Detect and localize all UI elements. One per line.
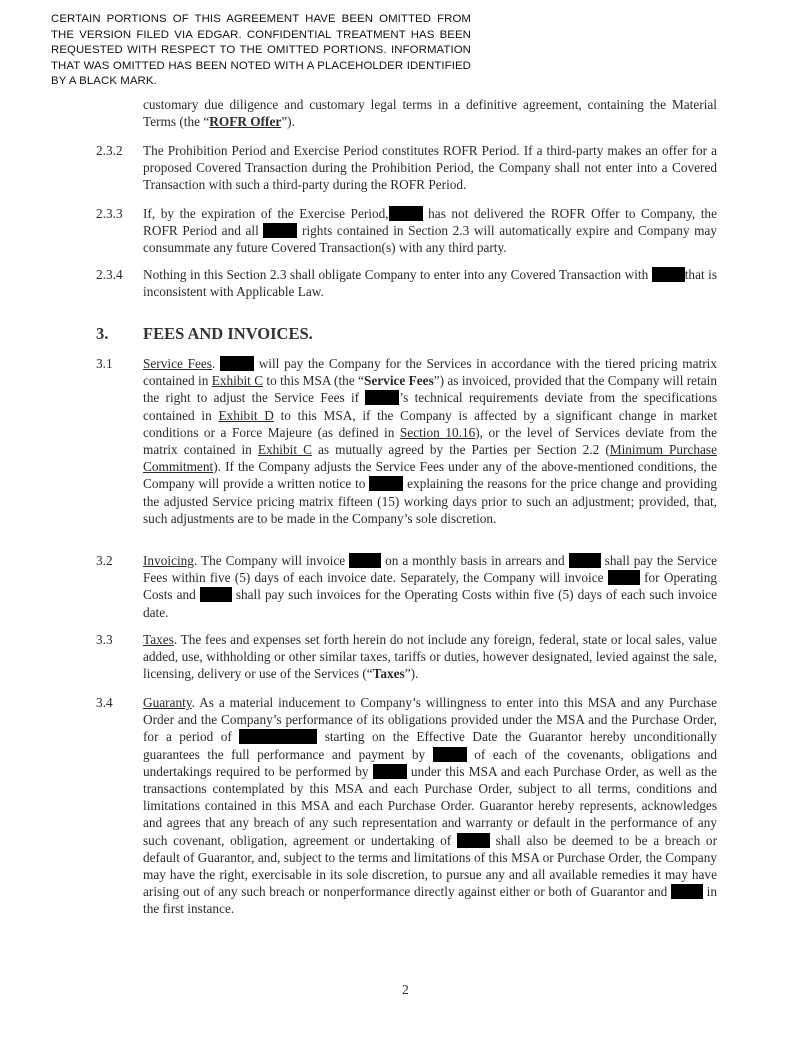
redaction-mark <box>239 729 317 744</box>
redaction-mark <box>349 553 381 568</box>
redaction-mark <box>220 356 254 371</box>
redaction-mark <box>373 764 407 779</box>
redaction-mark <box>369 476 403 491</box>
paragraph-2-3-3: If, by the expiration of the Exercise Period, has not delivered the ROFR Offer to Company, the ROFR Period and all rights contained in Section 2.3 will automatically expire and Company may consummate any future Covered Transaction(s) with any third party. <box>143 206 718 256</box>
paragraph-2-3-1-continued: customary due diligence and customary legal terms in a definitive agreement, containing the Material Terms (the “ROFR Offer”). <box>143 97 717 130</box>
exhibit-c-reference: Exhibit C <box>211 373 264 389</box>
heading-taxes: Taxes <box>143 632 174 647</box>
page-number: 2 <box>402 982 409 997</box>
paragraph-3-4-guaranty: Guaranty. As a material inducement to Company’s willingness to enter into this MSA and any Purchase Order and the Company’s performance of its obligations provided under the MSA and the Purchase Order, for a period of starting on the Effective Date the Guarantor hereby unconditionally guarantees the full performance and payment by of each of the covenants, obligations and undertakings required to be performed by under this MSA and each Purchase Order, as well as the transactions contemplated by this MSA and each Purchase Order, subject to all terms, conditions and limitations contained in this MSA and each Purchase Order. Guarantor hereby represents, acknowledges and agrees that any breach of any such representation and warranty or default in the performance of any such covenant, obligation, agreement or undertaking of shall also be deemed to be a breach or default of Guarantor, and, subject to the terms and limitations of this MSA or Purchase Order, the Company may have the right, exercisable in its sole discretion, to pursue any and all available remedies it may have arising out of any such breach or nonperformance directly against either or both of Guarantor and in the first instance. <box>143 695 718 917</box>
defined-term-service-fees: Service Fees <box>363 373 434 389</box>
section-3-number: 3. <box>96 324 109 343</box>
section-number-3-2: 3.2 <box>96 553 113 568</box>
redaction-mark <box>389 206 423 221</box>
section-number-2-3-3: 2.3.3 <box>96 206 123 221</box>
paragraph-3-3-taxes: Taxes. The fees and expenses set forth herein do not include any foreign, federal, state or local sales, value added, use, withholding or other similar taxes, tariffs or duties, however designated, levied against the sale, licensing, delivery or use of the Services (“Taxes”). <box>143 632 717 682</box>
paragraph-3-2-invoicing: Invoicing. The Company will invoice on a monthly basis in arrears and shall pay the Service Fees within five (5) days of each invoice date. Separately, the Company will invoice for Operating Costs and shall pay such invoices for the Operating Costs within five (5) days of each such invoice date. <box>143 553 718 620</box>
section-number-3-1: 3.1 <box>96 356 113 371</box>
heading-guaranty: Guaranty <box>143 695 192 710</box>
defined-term-rofr-offer: ROFR Offer <box>209 114 282 130</box>
confidential-treatment-notice: CERTAIN PORTIONS OF THIS AGREEMENT HAVE BEEN OMITTED FROM THE VERSION FILED VIA EDGAR. CONFIDENTIAL TREATMENT HAS BEEN REQUESTED WITH RESPECT TO THE OMITTED PORTIONS. INFORMATION THAT WAS OMITTED HAS BEEN NOTED WITH A PLACEHOLDER IDENTIFIED BY A BLACK MARK. <box>51 13 471 88</box>
paragraph-2-3-2: The Prohibition Period and Exercise Period constitutes ROFR Period. If a third-party makes an offer for a proposed Covered Transaction during the Prohibition Period, the Company shall not enter into a Covered Transaction with such a third-party during the ROFR Period. <box>143 143 717 193</box>
section-number-3-3: 3.3 <box>96 632 113 647</box>
exhibit-c-reference: Exhibit C <box>257 442 312 458</box>
redaction-mark <box>365 390 399 405</box>
heading-service-fees: Service Fees <box>143 356 212 371</box>
minimum-purchase-commitment-reference: Minimum Purchase Commitment <box>143 442 717 475</box>
defined-term-taxes: Taxes <box>372 666 405 682</box>
section-number-2-3-2: 2.3.2 <box>96 143 123 158</box>
section-number-3-4: 3.4 <box>96 695 113 710</box>
redaction-mark <box>569 553 601 568</box>
paragraph-2-3-4: Nothing in this Section 2.3 shall obligate Company to enter into any Covered Transaction with that is inconsistent with Applicable Law. <box>143 267 718 300</box>
redaction-mark <box>457 833 490 848</box>
redaction-mark <box>263 223 297 238</box>
heading-invoicing: Invoicing <box>143 553 194 568</box>
redaction-mark <box>433 747 467 762</box>
paragraph-3-1-service-fees: Service Fees. will pay the Company for the Services in accordance with the tiered pricing matrix contained in Exhibit C to this MSA (the “Service Fees”) as invoiced, provided that the Company will retain the right to adjust the Service Fees if ’s technical requirements deviate from the specifications contained in Exhibit D to this MSA, if the Company is affected by a significant change in market conditions or a Force Majeure (as defined in Section 10.16), or the level of Services deviate from the matrix contained in Exhibit C as mutually agreed by the Parties per Section 2.2 (Minimum Purchase Commitment). If the Company adjusts the Service Fees under any of the above-mentioned conditions, the Company will provide a written notice to explaining the reasons for the price change and providing the adjusted Service pricing matrix fifteen (15) working days prior to such an adjustment; provided, that, such adjustments are to be made in the Company’s sole discretion. <box>143 356 718 526</box>
redaction-mark <box>652 267 685 282</box>
section-10-16-reference: Section 10.16 <box>399 424 476 440</box>
section-number-2-3-4: 2.3.4 <box>96 267 123 282</box>
exhibit-d-reference: Exhibit D <box>218 407 274 423</box>
redaction-mark <box>608 570 640 585</box>
redaction-mark <box>200 587 232 602</box>
redaction-mark <box>671 884 703 899</box>
section-3-heading: FEES AND INVOICES. <box>143 324 313 343</box>
